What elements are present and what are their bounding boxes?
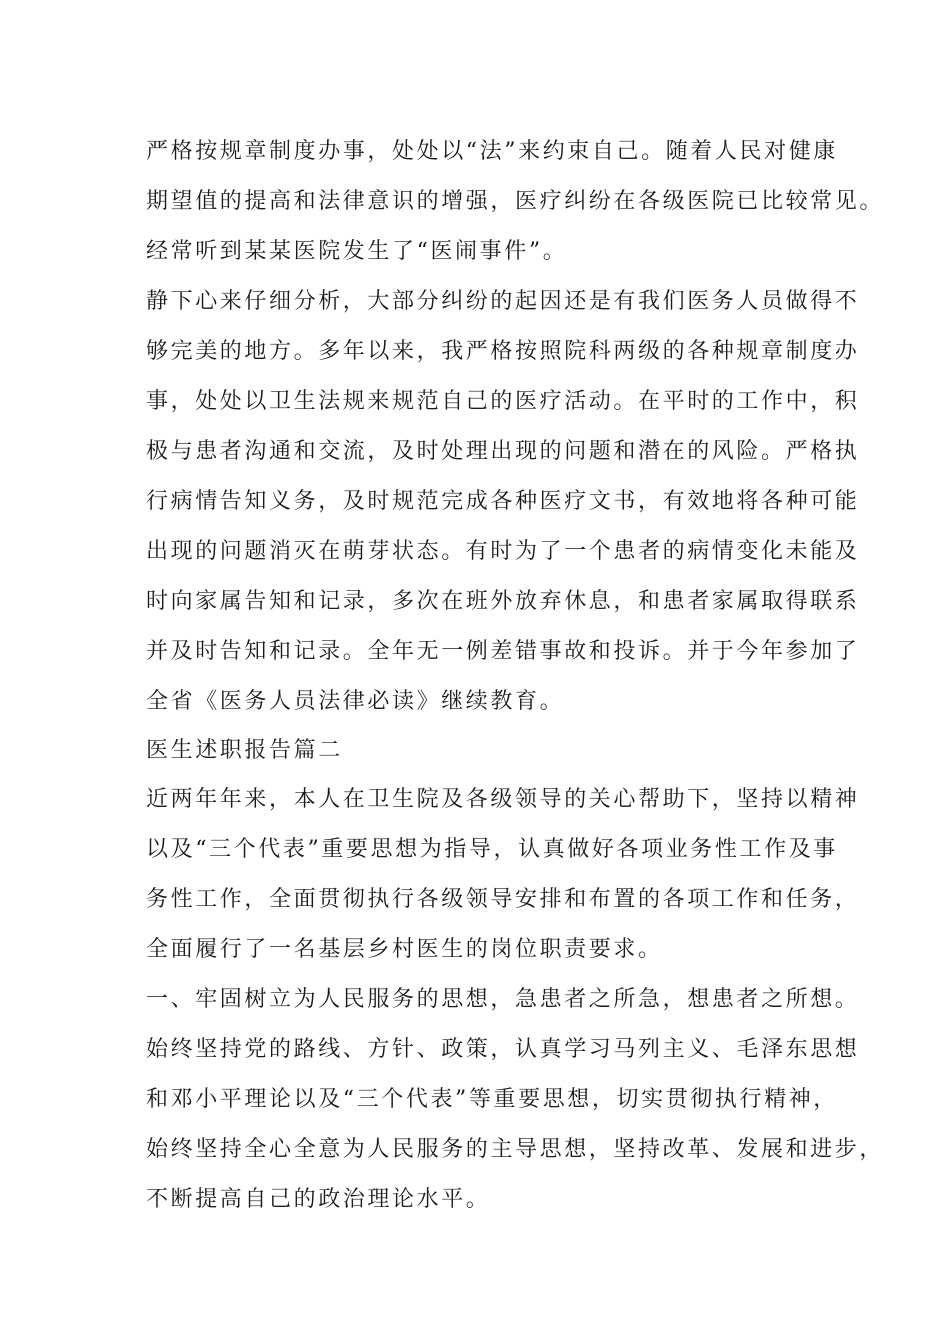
text-line: 始终坚持党的路线、方针、政策，认真学习马列主义、毛泽东思想 bbox=[146, 1037, 860, 1062]
section-heading: 医生述职报告篇二 bbox=[146, 738, 343, 763]
text-line: 时向家属告知和记录，多次在班外放弃休息，和患者家属取得联系 bbox=[146, 589, 860, 614]
text-line: 严格按规章制度办事，处处以“法”来约束自己。随着人民对健康 bbox=[146, 139, 838, 164]
text-line: 始终坚持全心全意为人民服务的主导思想，坚持改革、发展和进步， bbox=[146, 1137, 885, 1162]
text-line: 经常听到某某医院发生了“医闹事件”。 bbox=[146, 239, 568, 264]
text-line: 近两年年来，本人在卫生院及各级领导的关心帮助下，坚持以精神 bbox=[146, 787, 860, 812]
text-line: 以及“三个代表”重要思想为指导，认真做好各项业务性工作及事 bbox=[146, 837, 838, 862]
text-line: 行病情告知义务，及时规范完成各种医疗文书，有效地将各种可能 bbox=[146, 489, 860, 514]
text-line: 够完美的地方。多年以来，我严格按照院科两级的各种规章制度办 bbox=[146, 339, 860, 364]
text-line: 事，处处以卫生法规来规范自己的医疗活动。在平时的工作中，积 bbox=[146, 389, 860, 414]
text-line: 并及时告知和记录。全年无一例差错事故和投诉。并于今年参加了 bbox=[146, 639, 860, 664]
text-line: 极与患者沟通和交流，及时处理出现的问题和潜在的风险。严格执 bbox=[146, 439, 860, 464]
subheading-line: 一、牢固树立为人民服务的思想，急患者之所急，想患者之所想。 bbox=[146, 987, 860, 1012]
text-line: 期望值的提高和法律意识的增强，医疗纠纷在各级医院已比较常见。 bbox=[146, 189, 885, 214]
text-line: 静下心来仔细分析，大部分纠纷的起因还是有我们医务人员做得不 bbox=[146, 289, 860, 314]
text-line: 不断提高自己的政治理论水平。 bbox=[146, 1187, 491, 1212]
text-line: 全面履行了一名基层乡村医生的岗位职责要求。 bbox=[146, 937, 663, 962]
text-line: 全省《医务人员法律必读》继续教育。 bbox=[146, 689, 565, 714]
text-line: 务性工作，全面贯彻执行各级领导安排和布置的各项工作和任务， bbox=[146, 887, 860, 912]
text-line: 出现的问题消灭在萌芽状态。有时为了一个患者的病情变化未能及 bbox=[146, 539, 860, 564]
text-line: 和邓小平理论以及“三个代表”等重要思想，切实贯彻执行精神， bbox=[146, 1087, 838, 1112]
